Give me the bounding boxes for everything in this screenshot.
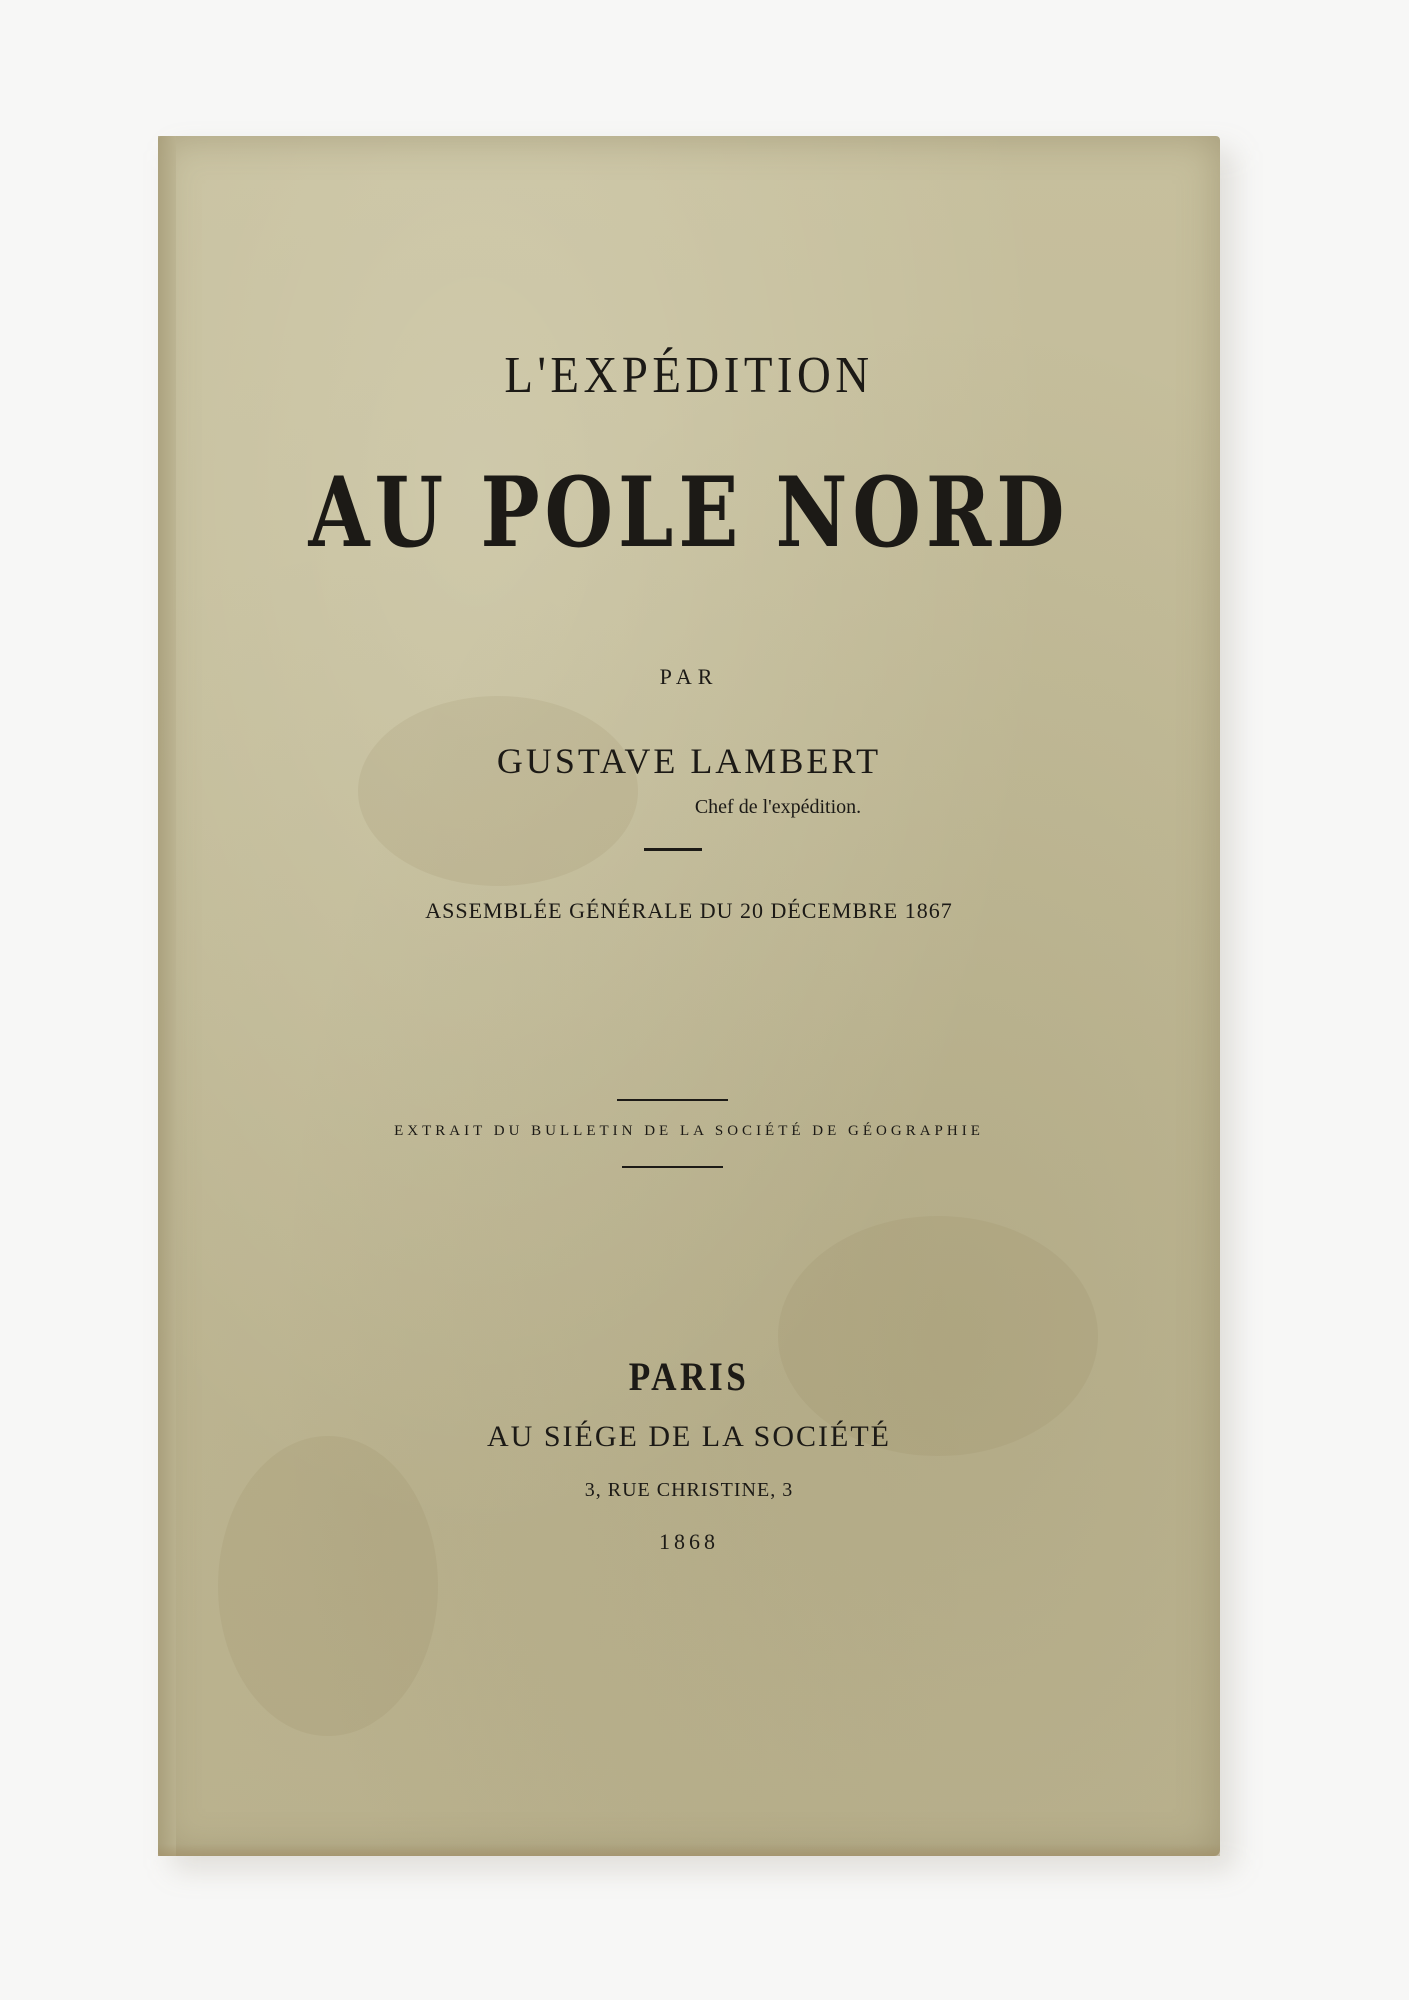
byline-par: PAR bbox=[659, 664, 719, 689]
book-cover bbox=[158, 136, 1220, 1856]
extract-note: EXTRAIT DU BULLETIN DE LA SOCIÉTÉ DE GÉOGRAPHIE bbox=[394, 1123, 984, 1139]
author-role: Chef de l'expédition. bbox=[694, 796, 862, 818]
imprint-year: 1868 bbox=[659, 1529, 719, 1554]
divider-rule bbox=[617, 1099, 728, 1101]
divider-rule bbox=[622, 1166, 723, 1168]
cover-text-block bbox=[158, 136, 1220, 1856]
author-name: GUSTAVE LAMBERT bbox=[496, 741, 882, 781]
imprint-city: PARIS bbox=[628, 1354, 750, 1399]
imprint-address: 3, RUE CHRISTINE, 3 bbox=[584, 1479, 794, 1501]
divider-rule bbox=[644, 848, 702, 851]
title-line-2: AU POLE NORD bbox=[308, 456, 1070, 569]
assembly-date: ASSEMBLÉE GÉNÉRALE DU 20 DÉCEMBRE 1867 bbox=[425, 898, 953, 923]
title-line-1: L'EXPÉDITION bbox=[504, 347, 874, 404]
imprint-publisher: AU SIÉGE DE LA SOCIÉTÉ bbox=[487, 1420, 891, 1453]
